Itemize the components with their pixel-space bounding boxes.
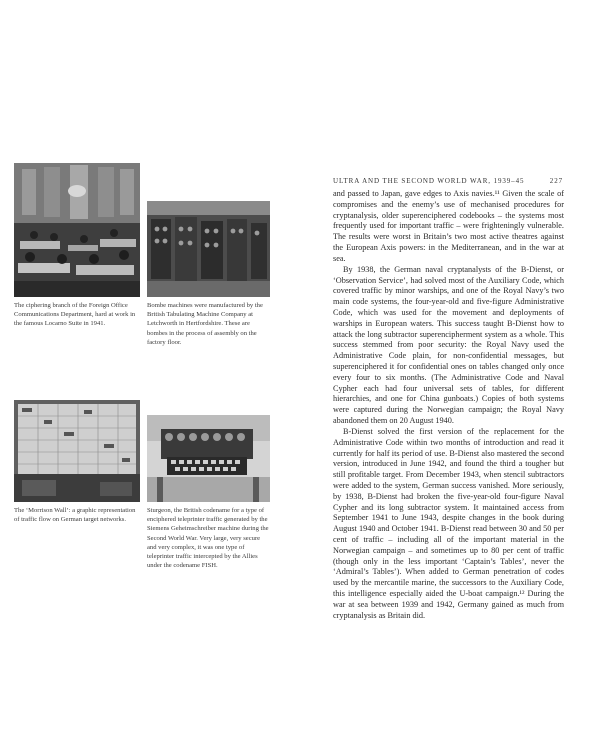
paragraph: By 1938, the German naval cryptanalysts of the B-Dienst, or ‘Observation Service’, had solved most of the Auxiliary Code, which covered traffic by minor warships, and one of the Royal Navy’s two main code systems, the four-year-old and five-figure Administrative Code, which was used for the movement and deployments of warships in European waters. This success taught B-Dienst how to attack the long subtractor superencipherment system as a whole. This success stemmed from poor security: the Royal Navy used the Administrative Code plain, for non-confidential messages, but superenciphered it for confidential ones on tables changed only once every four to six months. (The Administrative Code and Naval Cypher each had four universal sets of tables, for different hierarchies, and one for China gunboats.) Copies of both systems were captured during the Norwegian campaign; the Royal Navy abandoned them on 20 August 1940.	[333, 264, 564, 426]
photo-ciphering-branch	[14, 163, 140, 297]
running-head-title: ULTRA AND THE SECOND WORLD WAR, 1939–45	[333, 177, 525, 185]
photo-bombe-machines	[147, 201, 270, 297]
paragraph: and passed to Japan, gave edges to Axis navies.¹¹ Given the scale of compromises and the enemy’s use of mechanised procedures for cryptanalysis, older superenciphered codebooks – the systems most frequently used for important traffic – were frighteningly vulnerable. The results were worst in Britain’s two most active theatres against the European Axis powers: in the Mediterranean, and in the war at sea.	[333, 189, 564, 263]
figure-caption: Bombe machines were manufactured by the British Tabulating Machine Company at Letchworth in Hertfordshire. These are bombes in the process of assembly on the factory floor.	[147, 302, 263, 346]
photo-morrison-wall	[14, 400, 140, 502]
running-head	[333, 177, 563, 185]
figure-caption: The ciphering branch of the Foreign Office Communications Department, hard at work in the famous Locarno Suite in 1941.	[14, 302, 136, 328]
figure-caption: Sturgeon, the British codename for a type of enciphered teleprinter traffic generated by the Siemens Geheimschreiber machine during the Second World War. Very large, very secure and very complex, it was one type of teleprinter traffic intercepted by the Allies under the codename FISH.	[147, 507, 269, 570]
body-text	[333, 189, 564, 622]
paragraph: B-Dienst solved the first version of the replacement for the Administrative Code within two months of introduction and read it currently for half its period of use. B-Dienst also mastered the second version, introduced in June 1942, and found the third a tougher but still profitable target. From December 1943, when stencil subtractors were added to the system, German success vanished. More seriously, by 1938, B-Dienst had broken the five-year-old four-figure Naval Cypher and its long subtractor system. It maintained access from September 1941 to June 1943, despite changes in the book during August 1940 and October 1941. B-Dienst read between 30 and 50 per cent of traffic – including all of the important material in the Norwegian campaign – and sometimes up to 80 per cent of traffic (though only in the less important ‘Captain’s Tables’, never the ‘Admiral’s Tables’). When added to German penetration of codes used by the mercantile marine, the successors to the Auxiliary Code, this intelligence especially aided the U-boat campaign.¹² During the war at sea between 1939 and 1942, Germany gained as much from cryptanalysis as Britain did.	[333, 426, 564, 620]
page-number: 227	[549, 177, 563, 185]
figure-caption: The ‘Morrison Wall’: a graphic representation of traffic flow on German target networks.	[14, 507, 136, 524]
photo-sturgeon-machine	[147, 415, 270, 502]
